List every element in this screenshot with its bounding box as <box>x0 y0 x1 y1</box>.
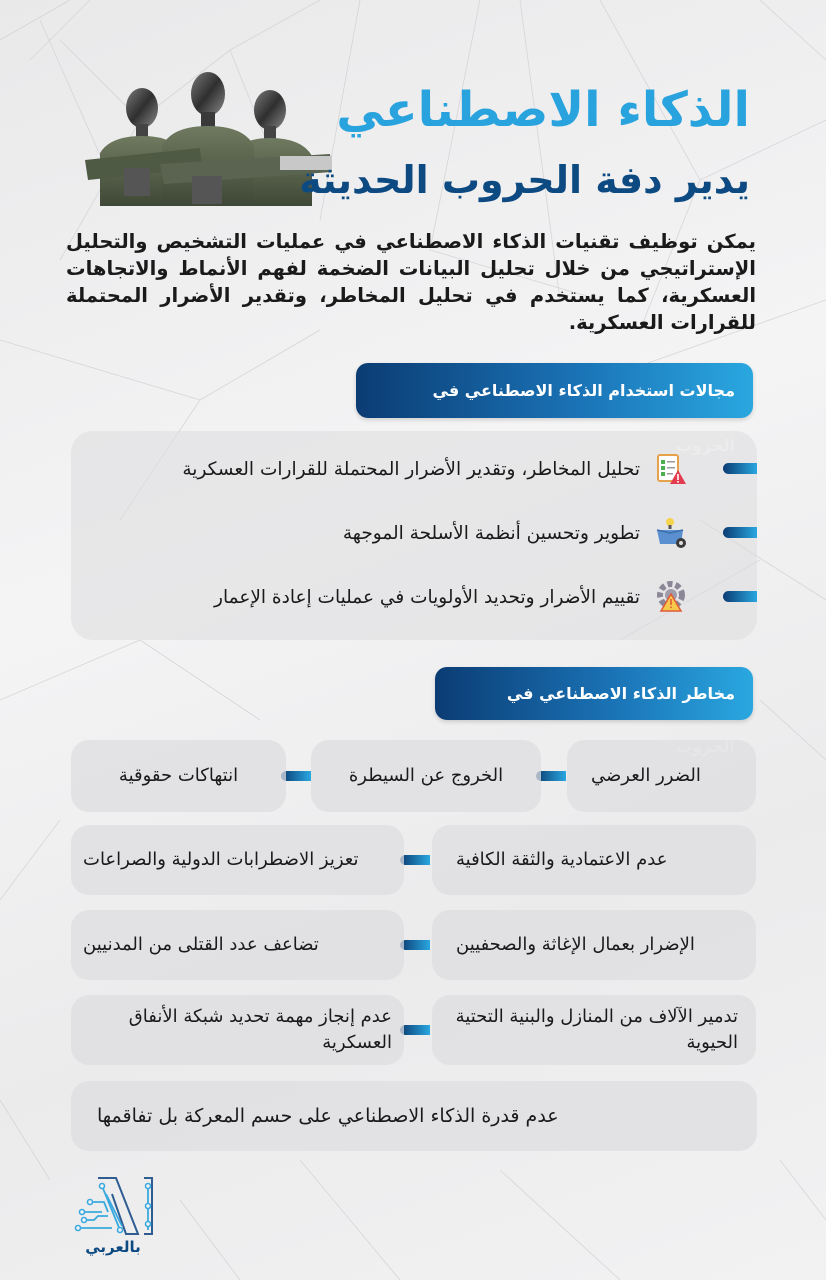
risk-card-full: عدم قدرة الذكاء الاصطناعي على حسم المعركة بل تفاقمها <box>71 1081 757 1151</box>
uses-panel <box>71 431 757 640</box>
checklist-warning-icon <box>654 452 688 486</box>
risk-card: تضاعف عدد القتلى من المدنيين <box>71 910 404 980</box>
gear-warning-icon <box>654 580 688 614</box>
connector <box>400 940 430 950</box>
connector <box>400 855 430 865</box>
page-title: الذكاء الاصطناعي <box>336 82 750 138</box>
use-item-label: تحليل المخاطر، وتقدير الأضرار المحتملة للقرارات العسكرية <box>182 458 640 480</box>
box-lightbulb-gear-icon <box>654 516 688 550</box>
risk-card: الخروج عن السيطرة <box>311 740 541 812</box>
risk-card: انتهاكات حقوقية <box>71 740 286 812</box>
risk-card: الضرر العرضي <box>567 740 756 812</box>
risk-card: الإضرار بعمال الإغاثة والصحفيين <box>432 910 756 980</box>
risk-card: تدمير الآلاف من المنازل والبنية التحتية الحيوية <box>432 995 756 1065</box>
risk-card: تعزيز الاضطرابات الدولية والصراعات <box>71 825 404 895</box>
risks-section-heading: مخاطر الذكاء الاصطناعي في <box>435 667 753 720</box>
page-subtitle: يدير دفة الحروب الحديثة <box>299 158 750 202</box>
risk-card: عدم الاعتمادية والثقة الكافية <box>432 825 756 895</box>
use-item-label: تقييم الأضرار وتحديد الأولويات في عمليات إعادة الإعمار <box>214 586 640 608</box>
bullet-bar <box>723 527 757 538</box>
use-item <box>182 449 688 489</box>
risk-card: عدم إنجاز مهمة تحديد شبكة الأنفاق العسكرية <box>71 995 404 1065</box>
uses-section-heading: مجالات استخدام الذكاء الاصطناعي في <box>356 363 753 418</box>
connector <box>400 1025 430 1035</box>
use-item <box>343 513 688 553</box>
intro-paragraph: يمكن توظيف تقنيات الذكاء الاصطناعي في عمليات التشخيص والتحليل الإستراتيجي من خلال تحليل البيانات الضخمة لفهم الأنماط والاتجاهات العسكرية، كما يستخدم في تحليل المخاطر، وتقدير الأضرار المحتملة للقرارات العسكرية. <box>66 230 756 334</box>
bullet-bar <box>723 463 757 474</box>
brand-name: بالعربي <box>85 1238 141 1256</box>
use-item-label: تطوير وتحسين أنظمة الأسلحة الموجهة <box>342 522 640 544</box>
use-item <box>214 577 688 617</box>
bullet-bar <box>723 591 757 602</box>
